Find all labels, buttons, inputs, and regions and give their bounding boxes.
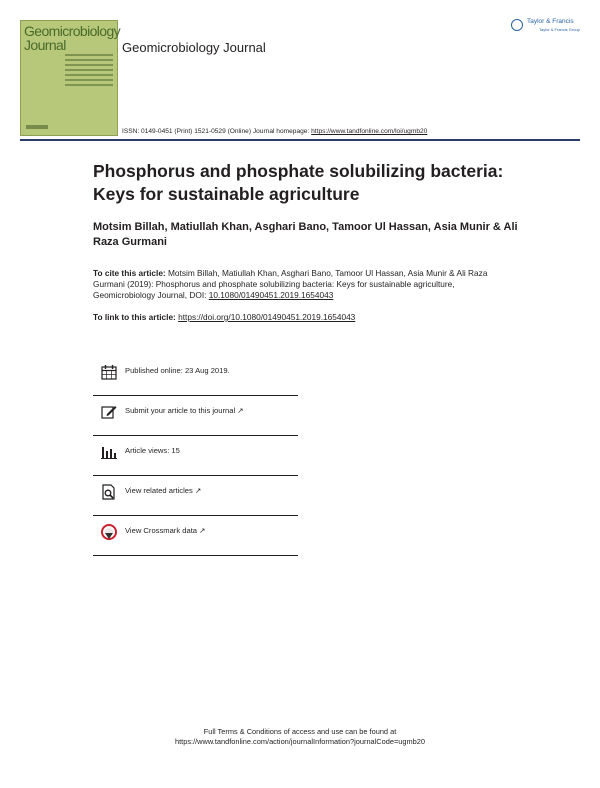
- external-link-icon: ↗: [237, 406, 244, 415]
- header-rule: [20, 139, 580, 141]
- article-url[interactable]: https://doi.org/10.1080/01490451.2019.1654043: [178, 312, 356, 322]
- footer-line1: Full Terms & Conditions of access and use can be found at: [203, 727, 397, 736]
- crossmark-icon: [101, 524, 117, 540]
- external-link-icon: ↗: [199, 526, 206, 535]
- bar-chart-icon: [101, 444, 117, 460]
- submit-article-label: Submit your article to this journal: [125, 406, 236, 415]
- related-articles-label: View related articles: [125, 486, 193, 495]
- article-authors: Motsim Billah, Matiullah Khan, Asghari Bano, Tamoor Ul Hassan, Asia Munir & Ali Raza Gurmani: [93, 221, 518, 248]
- crossmark-link[interactable]: [93, 516, 298, 556]
- article-title: Phosphorus and phosphate solubilizing bacteria: Keys for sustainable agriculture: [93, 161, 504, 204]
- doi-link[interactable]: 10.1080/01490451.2019.1654043: [208, 290, 334, 300]
- publisher-logo-icon: [511, 19, 523, 31]
- citation: To cite this article: Motsim Billah, Matiullah Khan, Asghari Bano, Tamoor Ul Hassan, Asia Munir & Ali Raza Gurmani (2019): Phosphorus and phosphate solubilizing bacteria: Keys for sustainable agriculture, Geomicrobiology Journal, DOI: 10.1080/01490451.2019.1654043: [93, 268, 488, 300]
- journal-cover-image: [20, 20, 121, 136]
- crossmark-label: View Crossmark data: [125, 526, 198, 535]
- submit-article-link[interactable]: [93, 396, 298, 436]
- published-online-label: Published online: 23 Aug 2019.: [125, 366, 230, 375]
- article-views-label: Article views: 15: [125, 446, 180, 455]
- publisher-logo: Taylor & Francis Taylor & Francis Group: [511, 17, 583, 35]
- article-views: [93, 436, 298, 476]
- article-link: To link to this article: https://doi.org/10.1080/01490451.2019.1654043: [93, 312, 356, 322]
- related-articles-link[interactable]: [93, 476, 298, 516]
- footer-terms-url[interactable]: https://www.tandfonline.com/action/journalInformation?journalCode=ugmb20: [175, 737, 425, 746]
- journal-homepage-link[interactable]: https://www.tandfonline.com/loi/ugmb20: [311, 128, 428, 135]
- search-document-icon: [101, 484, 117, 500]
- footer: [0, 727, 600, 747]
- issn-line: ISSN: 0149-0451 (Print) 1521-0529 (Online) Journal homepage: https://www.tandfonline.com/loi/ugmb20: [122, 128, 428, 135]
- cover-title: Geomicrobiology Journal: [24, 23, 121, 53]
- calendar-icon: [101, 364, 117, 380]
- edit-icon: [101, 404, 117, 420]
- external-link-icon: ↗: [194, 486, 202, 495]
- journal-name: Geomicrobiology Journal: [122, 40, 266, 55]
- published-online: [93, 356, 298, 396]
